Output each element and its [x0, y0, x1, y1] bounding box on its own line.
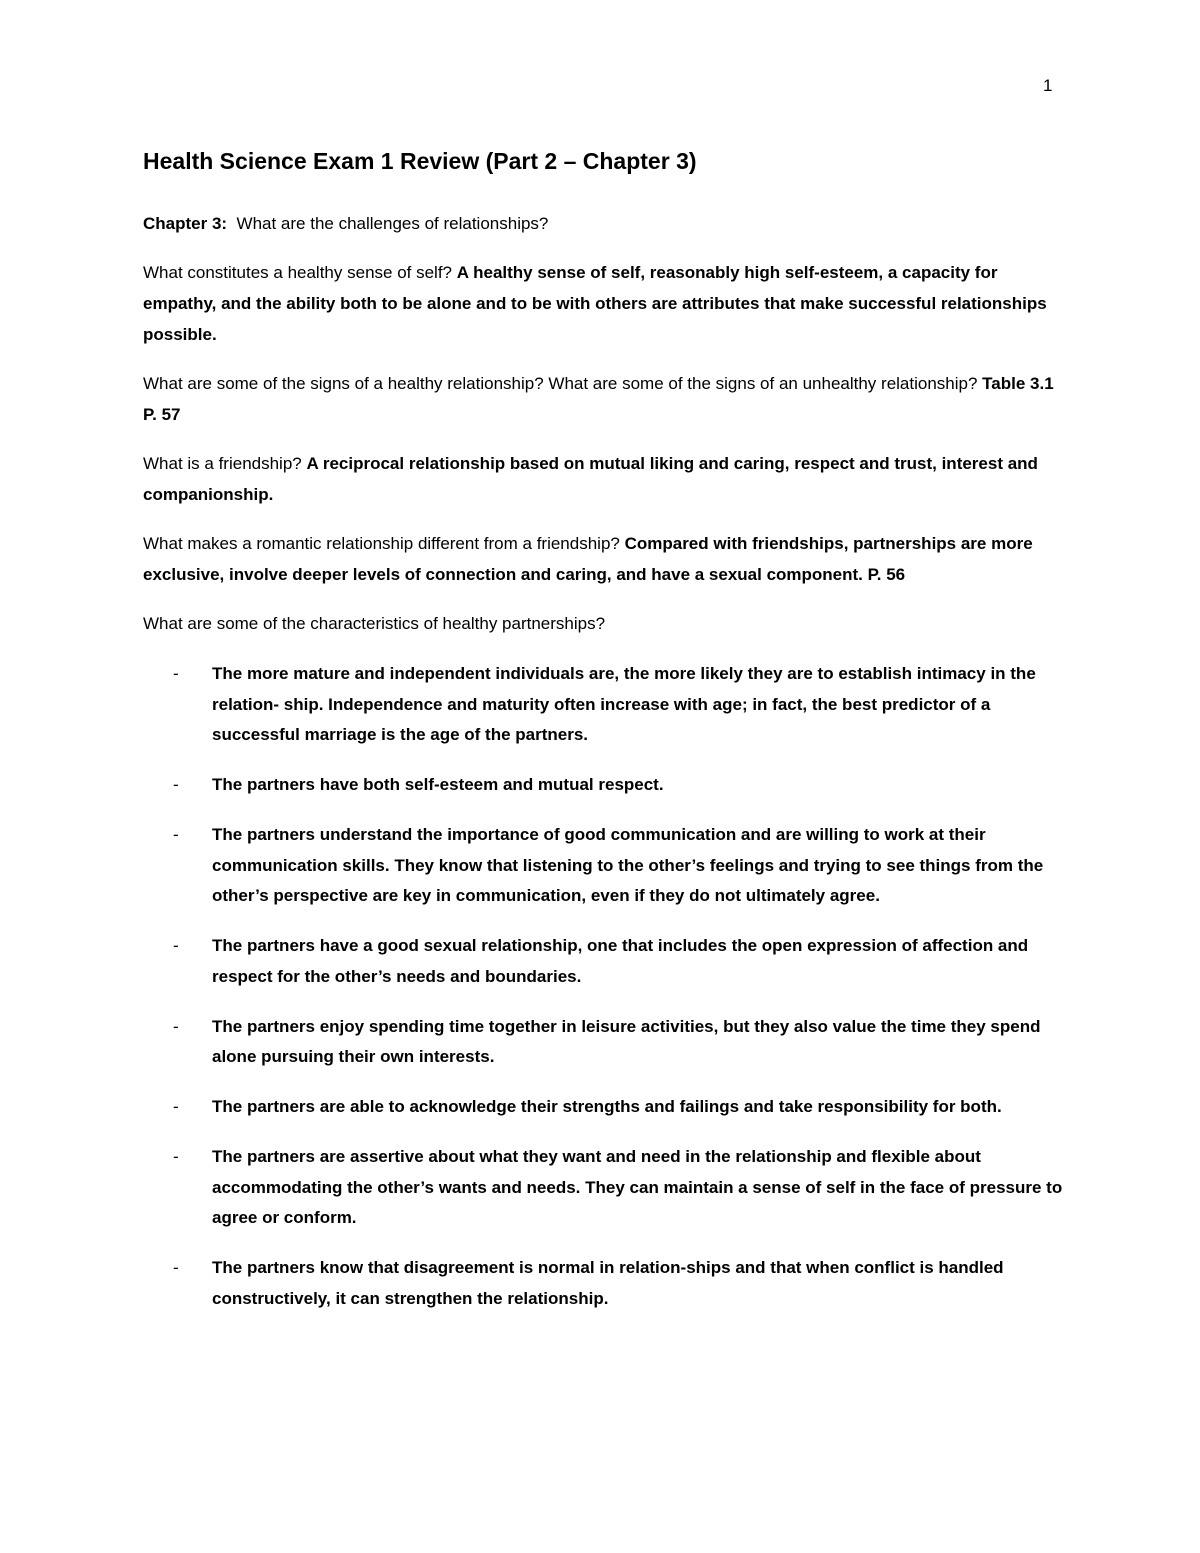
answer-text: Compared with friendships, partnerships are more exclusive, involve deeper levels of connection and caring, and have a sexual component. P. 56 [143, 534, 1033, 584]
document-body [143, 144, 1063, 1334]
bullet-dash: - [173, 936, 179, 955]
bullet-dash: - [173, 664, 179, 683]
answer-text: A healthy sense of self, reasonably high self-esteem, a capacity for empathy, and the ability both to be alone and to be with others are attributes that make successful relationships possible. [143, 263, 1047, 344]
bullet-dash: - [173, 825, 179, 844]
bullet-dash: - [173, 1147, 179, 1166]
question-text: What are some of the characteristics of healthy partnerships? [143, 614, 606, 633]
answer-text: Table 3.1 P. 57 [143, 374, 1054, 424]
qa-relationship-signs [143, 368, 1063, 430]
list-item: - The partners enjoy spending time together in leisure activities, but they also value the time they spend alone pursuing their own interests. [143, 1012, 1063, 1073]
qa-healthy-self [143, 257, 1063, 350]
bullet-dash: - [173, 1097, 179, 1116]
answer-text: A reciprocal relationship based on mutual liking and caring, respect and trust, interest and companionship. [143, 454, 1038, 504]
page-number: 1 [1043, 76, 1053, 95]
bullet-dash: - [173, 1016, 179, 1036]
list-item: - The more mature and independent individuals are, the more likely they are to establish intimacy in the relation- ship. Independence and maturity often increase with age; in fact, the best predictor of a successful marriage is the age of the partners. [143, 659, 1063, 751]
characteristics-list [143, 659, 1063, 1314]
qa-friendship [143, 448, 1063, 510]
question-text: What constitutes a healthy sense of self? [143, 263, 457, 282]
list-item: - The partners understand the importance of good communication and are willing to work at their communication skills. They know that listening to the other’s feelings and trying to see things from the other’s perspective are key in communication, even if they do not ultimately agree. [143, 820, 1063, 912]
qa-romantic-relationship [143, 528, 1063, 590]
chapter-label: Chapter 3: [143, 214, 228, 233]
question-text: What makes a romantic relationship different from a friendship? [143, 534, 625, 553]
list-item: - The partners have a good sexual relationship, one that includes the open expression of affection and respect for the other’s needs and boundaries. [143, 931, 1063, 992]
list-item: - The partners are able to acknowledge their strengths and failings and take responsibility for both. [143, 1092, 1063, 1123]
list-item: - The partners have both self-esteem and mutual respect. [143, 770, 1063, 801]
question-text: What are some of the signs of a healthy relationship? What are some of the signs of an unhealthy relationship? [143, 374, 983, 393]
bullet-dash: - [173, 775, 179, 794]
page-title: Health Science Exam 1 Review (Part 2 – Chapter 3) [143, 148, 697, 174]
chapter-question: What are the challenges of relationships? [227, 214, 549, 233]
bullet-dash: - [173, 1258, 179, 1277]
list-item: - The partners are assertive about what they want and need in the relationship and flexible about accommodating the other’s wants and needs. They can maintain a sense of self in the face of pressure to agree or conform. [143, 1142, 1063, 1234]
qa-healthy-partnerships [143, 608, 1063, 639]
question-text: What is a friendship? [143, 454, 307, 473]
chapter-intro [143, 208, 1063, 239]
list-item: - The partners know that disagreement is normal in relation-ships and that when conflict is handled constructively, it can strengthen the relationship. [143, 1253, 1063, 1314]
